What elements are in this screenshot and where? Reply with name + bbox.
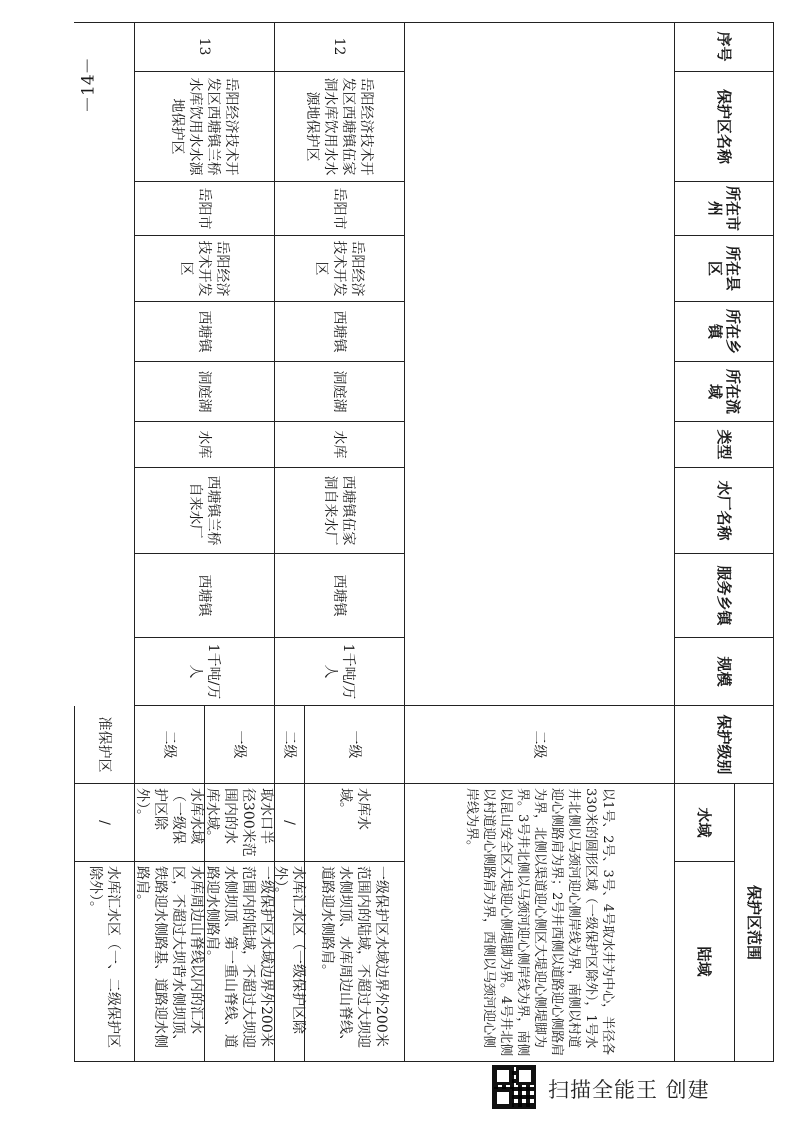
town-cell: 西塘镇 <box>134 302 274 362</box>
plant-cell: 西塘镇伍家洞自来水厂 <box>274 468 404 554</box>
level-cell: 一级 <box>204 706 274 784</box>
water-cell: 水库水域。 <box>304 784 404 862</box>
land-cell: 一级保护区水域边界外200米范围内的陆域，不超过大坝迎水侧坝顶、水库周边山脊线、道路迎水侧路肩。 <box>304 862 404 1062</box>
table-row <box>274 22 404 1062</box>
level-cell: 二级 <box>274 706 304 784</box>
page-number: －14－ <box>78 57 99 113</box>
header-plant: 水厂名称 <box>674 468 774 554</box>
qr-eye-icon <box>494 1067 512 1085</box>
basin-cell: 洞庭湖 <box>134 362 274 422</box>
level-cell: 二级 <box>134 706 204 784</box>
qr-eye-icon <box>516 1067 534 1085</box>
serve-cell: 西塘镇 <box>134 554 274 638</box>
county-cell: 岳阳经济技术开发区 <box>134 236 274 302</box>
header-land: 陆域 <box>674 862 734 1062</box>
land-cell: 一级保护区水域边界外200米范围内的陆域，不超过大坝迎水侧坝顶、第一重山脊线、道路迎水侧路肩。 <box>204 862 274 1062</box>
name-cell: 岳阳经济技术开发区西塘镇伍家洞水库饮用水水源地保护区 <box>274 72 404 182</box>
header-city: 所在市州 <box>674 182 774 236</box>
seq-cell: 12 <box>274 22 404 72</box>
header-name: 保护区名称 <box>674 72 774 182</box>
header-serve: 服务乡镇 <box>674 554 774 638</box>
basin-cell: 洞庭湖 <box>274 362 404 422</box>
level-cell: 二级 <box>404 706 674 784</box>
seq-cell: 13 <box>134 22 274 72</box>
header-type: 类型 <box>674 422 774 468</box>
level-cell: 一级 <box>304 706 404 784</box>
water-cell: / <box>74 784 134 862</box>
serve-cell: 西塘镇 <box>274 554 404 638</box>
scale-cell: 1千吨/万人 <box>134 638 274 706</box>
city-cell: 岳阳市 <box>274 182 404 236</box>
county-cell: 岳阳经济技术开发区 <box>274 236 404 302</box>
header-water: 水域 <box>674 784 734 862</box>
land-cell: 水库汇水区（一级保护区除外）。 <box>274 862 304 1062</box>
land-cell: 水库汇水区（一、二级保护区除外）。 <box>74 862 134 1062</box>
land-cell: 水库周边山脊线以内的汇水区，不超过大坝背水侧坝顶、铁路迎水侧路基、道路迎水侧路肩。 <box>134 862 204 1062</box>
type-cell: 水库 <box>134 422 274 468</box>
empty-cell <box>404 22 674 706</box>
header-range: 保护区范围 <box>734 784 774 1062</box>
header-county: 所在县区 <box>674 236 774 302</box>
qr-code-icon <box>492 1065 536 1109</box>
header-scale: 规模 <box>674 638 774 706</box>
water-cell: / <box>274 784 304 862</box>
water-cell: 取水口半径300米范围内的水库水域。 <box>204 784 274 862</box>
scale-cell: 1千吨/万人 <box>274 638 404 706</box>
header-town: 所在乡镇 <box>674 302 774 362</box>
water-cell: 以1号、2号、3号、4号取水井为中心，半径各330米的圆形区域（一级保护区除外），1号水井北侧以马颈河迎心侧岸线为界，南侧以村道迎心侧路肩为界；2号井西侧以道路迎心侧路肩为界，北侧以渠道迎心侧区大堤迎心侧堤脚为界。3号井北侧以马颈河迎心侧岸线为界，南侧以昆山安全区大堤迎心侧堤脚为界。4号井北侧以村道迎心侧路肩为界，西侧以马颈河迎心侧岸线为界。 <box>404 784 674 1062</box>
table-row <box>74 22 274 1062</box>
plant-cell: 西塘镇兰桥自来水厂 <box>134 468 274 554</box>
header-seq: 序号 <box>674 22 774 72</box>
scanner-watermark: 扫描全能王 创建 <box>548 1078 710 1102</box>
level-cell: 准保护区 <box>74 706 134 784</box>
header-basin: 所在流域 <box>674 362 774 422</box>
table-row <box>404 22 674 1062</box>
city-cell: 岳阳市 <box>134 182 274 236</box>
town-cell: 西塘镇 <box>274 302 404 362</box>
name-cell: 岳阳经济技术开发区西塘镇兰桥水库饮用水水源地保护区 <box>134 72 274 182</box>
header-level: 保护级别 <box>674 706 774 784</box>
qr-eye-icon <box>494 1089 512 1107</box>
water-cell: 水库水域（一级保护区除外）。 <box>134 784 204 862</box>
type-cell: 水库 <box>274 422 404 468</box>
rotated-table <box>74 22 774 1062</box>
table-subheader <box>674 22 734 1062</box>
